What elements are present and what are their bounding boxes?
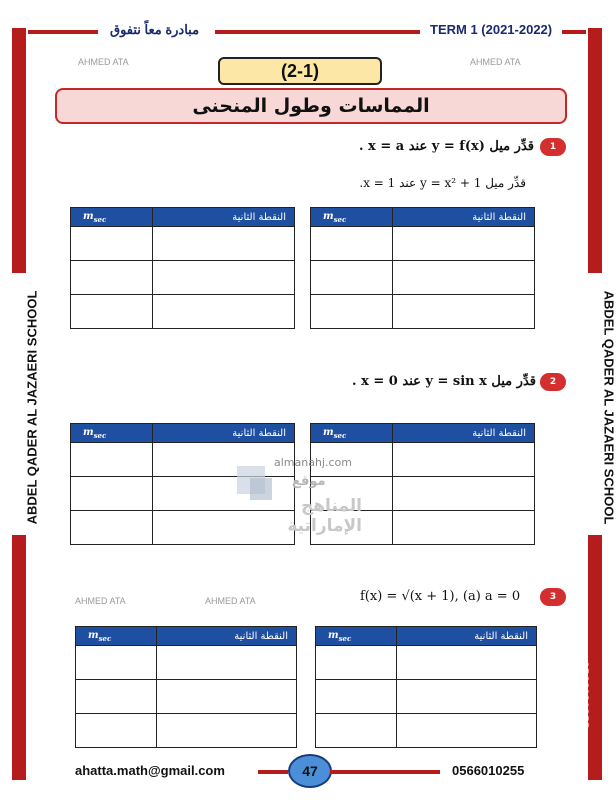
second-point-header: النقطة الثانية (156, 627, 296, 646)
lesson-number: (2-1) (218, 57, 382, 85)
question-1-subtext: قدِّر ميل y = x² + 1 عند x = 1. (359, 176, 526, 190)
footer-email: ahatta.math@gmail.com (75, 763, 225, 778)
second-point-header: النقطة الثانية (393, 208, 535, 227)
m-sec-header: $m_{sec}$ (71, 208, 153, 227)
answer-cell[interactable] (156, 714, 296, 748)
answer-cell[interactable] (71, 477, 153, 511)
footer-line-left (258, 770, 288, 774)
watermark-author: AHMED ATA (205, 596, 256, 606)
right-author-bottom: AHMED ATA (578, 563, 589, 627)
m-sec-header: $m_{sec}$ (316, 627, 397, 646)
footer-phone: 0566010255 (452, 763, 525, 778)
answer-cell[interactable] (311, 295, 393, 329)
question-1-table-left (70, 207, 295, 329)
question-2-text: قدِّر ميل y = sin x عند x = 0 . (352, 374, 536, 389)
answer-cell[interactable] (396, 680, 536, 714)
second-point-header: النقطة الثانية (393, 424, 535, 443)
question-number-badge: 3 (540, 588, 566, 606)
watermark-site: almanahj.com (274, 456, 352, 469)
watermark-site-ar2: المناهج الإماراتية (287, 496, 362, 536)
left-author-top: AHMED ATA (3, 113, 14, 177)
answer-cell[interactable] (311, 261, 393, 295)
question-3-text: f(x) = √(x + 1), (a) a = 0 (360, 589, 521, 604)
answer-cell[interactable] (396, 714, 536, 748)
answer-cell[interactable] (316, 646, 397, 680)
school-name-left: ABDEL QADER AL JAZAERI SCHOOL (24, 290, 40, 525)
right-border-top (588, 28, 602, 273)
header-slogan: مبادرة معاً نتفوق (110, 22, 200, 37)
school-name-right: ABDEL QADER AL JAZAERI SCHOOL (601, 290, 616, 525)
second-point-header: النقطة الثانية (153, 208, 295, 227)
watermark-author: AHMED ATA (75, 596, 126, 606)
footer-line-right (330, 770, 440, 774)
question-number-badge: 1 (540, 138, 566, 156)
page-number: 47 (288, 754, 332, 788)
answer-cell[interactable] (71, 227, 153, 261)
watermark-site-ar1: موقع (292, 474, 326, 489)
answer-cell[interactable] (393, 227, 535, 261)
left-border-bottom (12, 535, 26, 780)
answer-cell[interactable] (153, 227, 295, 261)
almanahj-watermark-logo (232, 456, 362, 536)
right-author-top: AHMED ATA (578, 113, 589, 177)
second-point-header: النقطة الثانية (153, 424, 295, 443)
left-border-top (12, 28, 26, 273)
answer-cell[interactable] (393, 261, 535, 295)
left-phone-bottom: 0566010255 (3, 661, 14, 729)
answer-cell[interactable] (71, 443, 153, 477)
m-sec-header: $m_{sec}$ (311, 424, 393, 443)
question-number-badge: 2 (540, 373, 566, 391)
m-sec-header: $m_{sec}$ (76, 627, 157, 646)
answer-cell[interactable] (153, 295, 295, 329)
left-author-bottom: AHMED ATA (3, 563, 14, 627)
answer-cell[interactable] (71, 295, 153, 329)
question-3-table-left (75, 626, 297, 748)
answer-cell[interactable] (76, 646, 157, 680)
header-line-right (562, 30, 586, 34)
answer-cell[interactable] (156, 680, 296, 714)
header-line-left (28, 30, 98, 34)
right-phone-bottom: 0566010255 (578, 661, 589, 729)
answer-cell[interactable] (71, 511, 153, 545)
question-3-table-right (315, 626, 537, 748)
answer-cell[interactable] (393, 477, 535, 511)
lesson-title: المماسات وطول المنحنى (55, 88, 567, 124)
answer-cell[interactable] (153, 261, 295, 295)
answer-cell[interactable] (76, 680, 157, 714)
m-sec-header: $m_{sec}$ (71, 424, 153, 443)
watermark-author: AHMED ATA (78, 57, 129, 67)
header-term: TERM 1 (2021-2022) (430, 22, 553, 37)
answer-cell[interactable] (311, 227, 393, 261)
answer-cell[interactable] (316, 714, 397, 748)
answer-cell[interactable] (71, 261, 153, 295)
question-1-table-right (310, 207, 535, 329)
right-border-bottom (588, 535, 602, 780)
m-sec-header: $m_{sec}$ (311, 208, 393, 227)
header-line-middle (215, 30, 420, 34)
answer-cell[interactable] (396, 646, 536, 680)
watermark-author: AHMED ATA (470, 57, 521, 67)
question-1-text: قدِّر ميل y = f(x) عند x = a . (358, 139, 534, 154)
second-point-header: النقطة الثانية (396, 627, 536, 646)
answer-cell[interactable] (316, 680, 397, 714)
answer-cell[interactable] (156, 646, 296, 680)
answer-cell[interactable] (393, 443, 535, 477)
answer-cell[interactable] (76, 714, 157, 748)
answer-cell[interactable] (393, 511, 535, 545)
answer-cell[interactable] (393, 295, 535, 329)
